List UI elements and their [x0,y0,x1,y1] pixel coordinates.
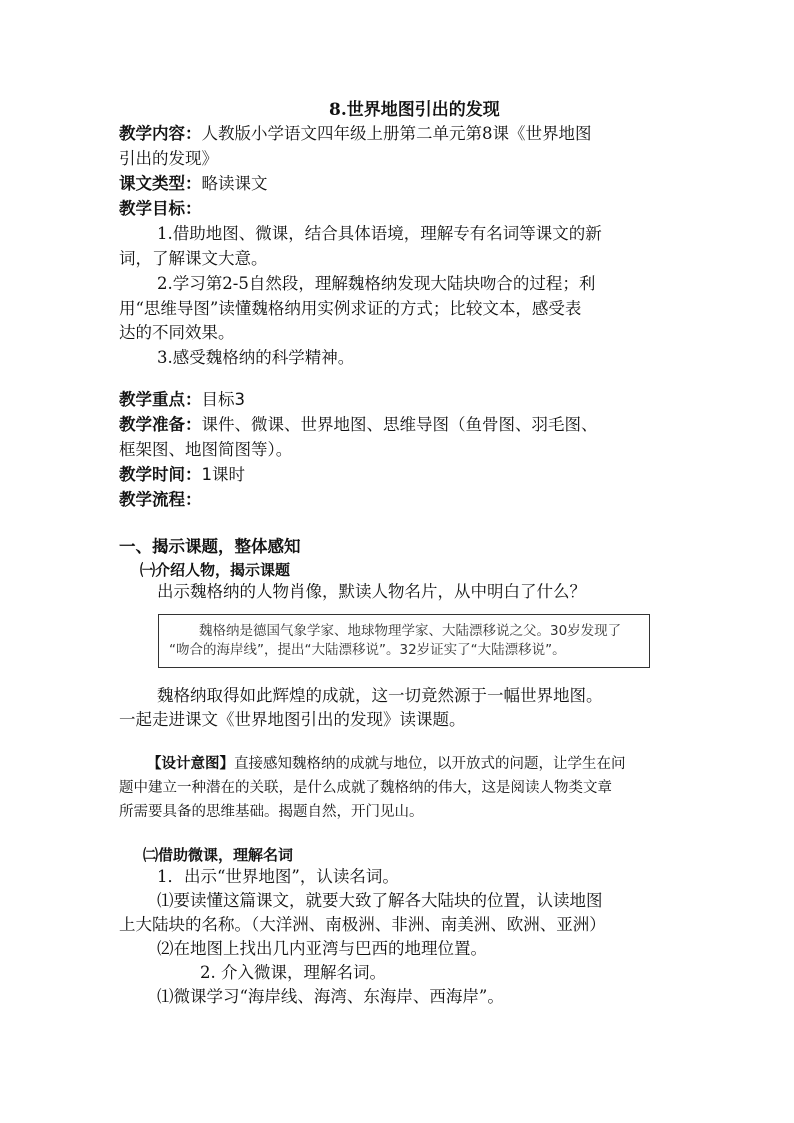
type-value: 略读课文 [201,174,268,193]
focus-value: 目标3 [201,390,245,409]
step-2: 2. 介入微课，理解名词。 [200,963,386,982]
section-1-heading: 一、揭示课题，整体感知 [119,537,301,556]
content-value-cont: 引出的发现》 [119,149,218,168]
intro-para-line-1: 魏格纳取得如此辉煌的成就，这一切竟然源于一幅世界地图。 [157,686,603,705]
step-1b: ⑵在地图上找出几内亚湾与巴西的地理位置。 [157,939,487,958]
person-card-line-1: 魏格纳是德国气象学家、地球物理学家、大陆漂移说之父。30岁发现了 [199,623,622,639]
time-row [119,463,245,487]
prompt-text: 出示魏格纳的人物肖像，默读人物名片，从中明白了什么？ [157,582,586,601]
design-note-text: 直接感知魏格纳的成就与地位，以开放式的问题，让学生在问 [234,756,626,772]
goal-3: 3.感受魏格纳的科学精神。 [157,348,355,367]
focus-label: 教学重点： [119,390,202,409]
focus-row [119,388,245,412]
intro-para-line-2: 一起走进课文《世界地图引出的发现》读课题。 [119,710,466,729]
person-card-line-2: “吻合的海岸线”，提出“大陆漂移说”。32岁证实了“大陆漂移说”。 [169,642,566,658]
prep-value: 课件、微课、世界地图、思维导图（鱼骨图、羽毛图、 [201,415,598,434]
goal-2-line-1: 2.学习第2-5自然段，理解魏格纳发现大陆块吻合的过程；利 [157,274,596,293]
goal-1-line-1: 1.借助地图、微课，结合具体语境，理解专有名词等课文的新 [157,224,602,243]
goal-2-line-2: 用“思维导图”读懂魏格纳用实例求证的方式；比较文本，感受表 [119,299,582,318]
step-1a-line-2: 上大陆块的名称。（大洋洲、南极洲、非洲、南美洲、欧洲、亚洲） [119,915,606,934]
time-value: 1课时 [201,465,245,484]
design-note-line-2: 题中建立一种潜在的关联，是什么成就了魏格纳的伟大，这是阅读人物类文章 [119,780,612,796]
goal-1-line-2: 词，了解课文大意。 [119,249,268,268]
design-note-line-3: 所需要具备的思维基础。揭题自然，开门见山。 [119,804,424,820]
type-label: 课文类型： [119,174,202,193]
person-card [158,614,650,668]
content-row [119,122,592,146]
goals-label: 教学目标： [119,199,202,218]
content-label: 教学内容： [119,124,202,143]
design-note-line-1 [147,752,626,776]
goal-2-line-3: 达的不同效果。 [119,323,235,342]
page-title: 8.世界地图引出的发现 [329,100,500,120]
type-row [119,172,268,196]
prep-value-cont: 框架图、地图简图等）。 [119,440,293,459]
subsection-2-heading: ㈡借助微课，理解名词 [143,846,294,864]
prep-label: 教学准备： [119,415,202,434]
subsection-1-heading: ㈠介绍人物，揭示课题 [140,561,291,579]
prep-row [119,413,598,437]
flow-label: 教学流程： [119,490,202,509]
step-1: 1．出示“世界地图”，认读名词。 [157,867,399,886]
step-1a-line-1: ⑴要读懂这篇课文，就要大致了解各大陆块的位置，认读地图 [157,891,603,910]
step-2a: ⑴微课学习“海岸线、海湾、东海岸、西海岸”。 [157,987,504,1006]
design-note-tag: 【设计意图】 [147,756,234,772]
content-value: 人教版小学语文四年级上册第二单元第8课《世界地图 [201,124,592,143]
time-label: 教学时间： [119,465,202,484]
